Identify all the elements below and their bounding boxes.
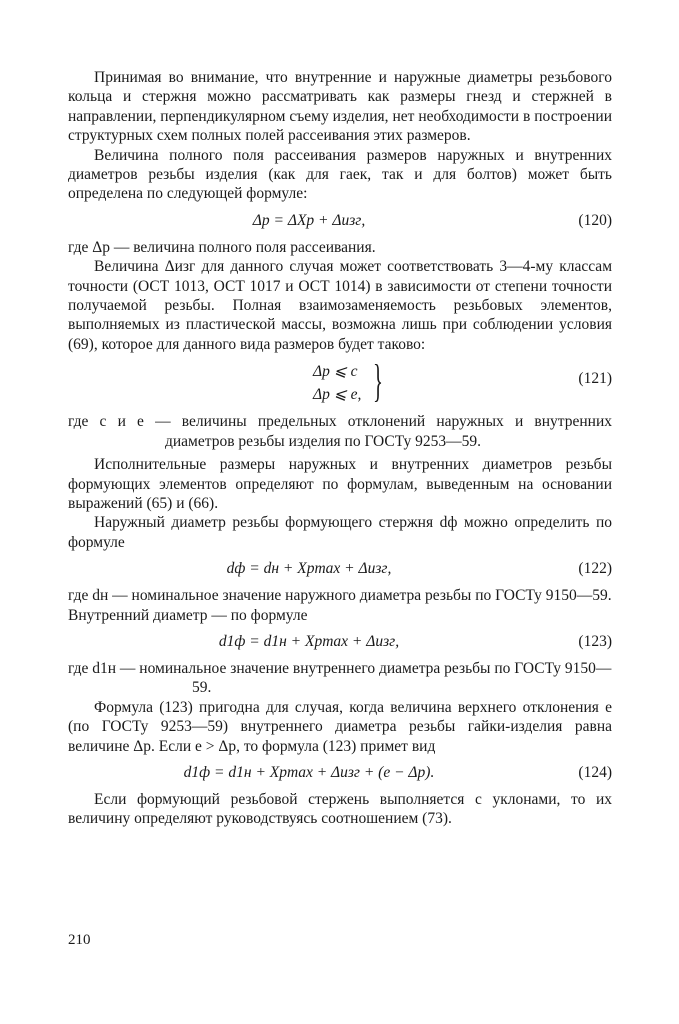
equation-123-formula: d1ф = d1н + Xpmax + Δизг, [218, 632, 400, 650]
equation-121-line-2: Δp ⩽ e, [313, 386, 362, 404]
equation-121-line-1: Δp ⩽ c [313, 363, 358, 381]
equation-120-formula: Δp = ΔXp + Δизг, [252, 211, 366, 229]
paragraph-3: где Δp — величина полного поля рассеивания. [68, 238, 376, 256]
paragraph-12: Если формующий резьбовой стержень выполняется с уклонами, то их величину определяют руководствуясь соотношением (73). [68, 790, 612, 828]
right-brace: } [373, 355, 383, 407]
paragraph-5: где c и e — величины предельных отклонений наружных и внутренних диаметров резьбы изделия по ГОСТу 9253—59. [68, 413, 612, 450]
paragraph-2: Величина полного поля рассеивания размеров наружных и внутренних диаметров резьбы изделия (как для гаек, так и для болтов) может быть определена по следующей формуле: [68, 146, 612, 203]
paragraph-8: где dн — номинальное значение наружного диаметра резьбы по ГОСТу 9150—59. [68, 587, 612, 605]
page-body [68, 68, 612, 829]
equation-120-number: (120) [578, 211, 612, 229]
equation-123-number: (123) [578, 632, 612, 650]
paragraph-11: Формула (123) пригодна для случая, когда величина верхнего отклонения e (по ГОСТу 9253—59) внутреннего диаметра резьбы гайки-изделия равна величине Δp. Если e > Δp, то формула (123) примет вид [68, 698, 612, 755]
paragraph-4: Величина Δизг для данного случая может соответствовать 3—4-му классам точности (ОСТ 1013, ОСТ 1017 и ОСТ 1014) в зависимости от степени точности получаемой резьбы. Полная взаимозаменяемость резьбовых элементов, выполняемых из пластической массы, возможна лишь при соблюдении условия (69), которое для данного вида размеров будет таково: [68, 258, 612, 353]
equation-122-formula: dф = dн + Xpmax + Δизг, [226, 560, 392, 578]
paragraph-7: Наружный диаметр резьбы формующего стержня dф можно определить по формуле [68, 514, 612, 551]
page-number: 210 [68, 932, 91, 948]
equation-121 [68, 354, 612, 412]
equation-123 [68, 625, 612, 659]
equation-124 [68, 756, 612, 790]
paragraph-9: Внутренний диаметр — по формуле [68, 606, 308, 624]
equation-124-number: (124) [578, 763, 612, 781]
equation-121-number: (121) [578, 370, 612, 388]
equation-122-number: (122) [578, 560, 612, 578]
equation-120 [68, 204, 612, 238]
equation-122 [68, 552, 612, 586]
equation-124-formula: d1ф = d1н + Xpmax + Δизг + (e − Δp). [183, 763, 435, 781]
paragraph-1: Принимая во внимание, что внутренние и наружные диаметры резьбового кольца и стержня можно рассматривать как размеры гнезд и стержней в направлении, перпендикулярном съему изделия, нет необходимости в построении структурных схем полных полей рассеивания этих размеров. [68, 69, 612, 145]
paragraph-10: где d1н — номинальное значение внутреннего диаметра резьбы по ГОСТу 9150—59. [68, 659, 612, 697]
paragraph-6: Исполнительные размеры наружных и внутренних диаметров резьбы формующих элементов определяют по формулам, выведенным на основании выражений (65) и (66). [68, 456, 612, 512]
equation-121-system [313, 360, 361, 406]
